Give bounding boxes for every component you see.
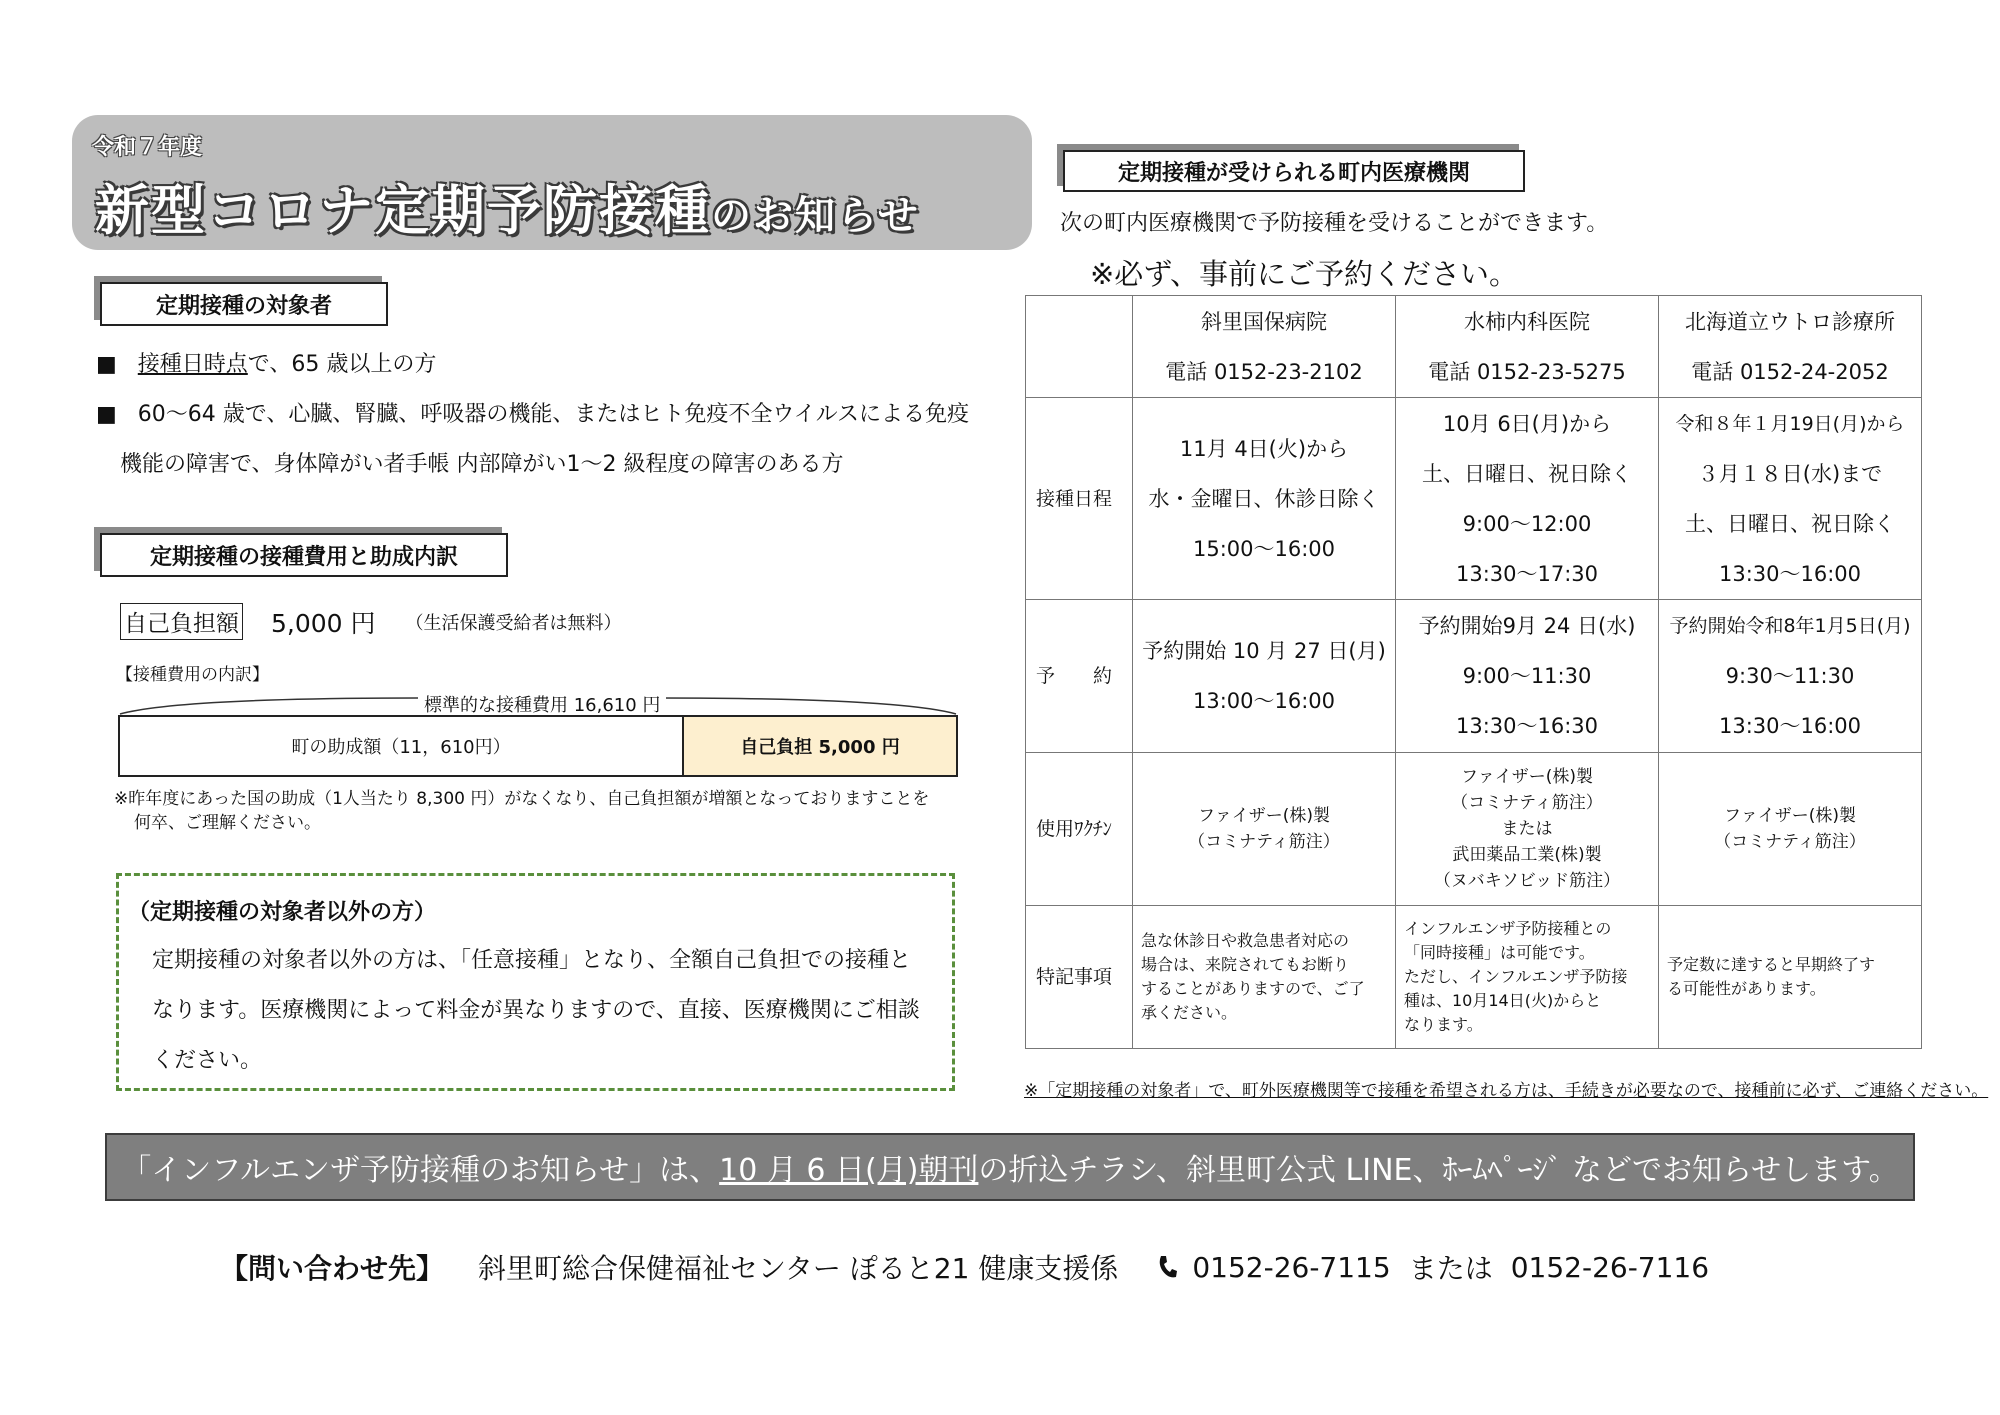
cell-line: 予約開始 10 月 27 日(月) (1142, 639, 1386, 663)
clinic-phone: 電話 0152-24-2052 (1691, 359, 1889, 384)
cell-line: することがありますので、ご了 (1141, 979, 1365, 998)
bullet-item-age (96, 352, 436, 378)
cell-line: 10月 6日(月)から (1442, 411, 1612, 436)
cell-line: または (1501, 819, 1553, 839)
cell-line: 急な休診日や救急患者対応の (1141, 931, 1350, 950)
contact-phone-2: 0152-26-7116 (1510, 1250, 1710, 1284)
cell-line: （コミナティ筋注） (1714, 832, 1866, 852)
clinic-header (1659, 296, 1922, 398)
cell-line: 場合は、来院されてもお断り (1141, 955, 1350, 974)
cell-line: 武田薬品工業(株)製 (1452, 845, 1602, 865)
subsidy-segment: 町の助成額（11，610円） (120, 717, 684, 775)
cell-line: 13:30～17:30 (1455, 561, 1599, 586)
self-pay-amount: 5,000 円 (271, 608, 376, 638)
clinic-phone: 電話 0152-23-5275 (1428, 359, 1626, 384)
row-label-reserve: 予 約 (1026, 600, 1133, 753)
reserve-cell (1396, 600, 1659, 753)
contact-office: 斜里町総合保健福祉センター ぽると21 健康支援係 (478, 1252, 1119, 1285)
cell-line: ただし、インフルエンザ予防接 (1404, 967, 1628, 986)
bullet-mark: ■ (96, 352, 117, 377)
schedule-cell (1396, 398, 1659, 600)
cell-line: 種は、10月14日(火)からと (1404, 991, 1602, 1010)
cell-line: 13:30～16:30 (1455, 714, 1599, 738)
cell-line: （コミナティ筋注） (1188, 832, 1340, 852)
clinic-name: 水柿内科医院 (1464, 309, 1590, 334)
table-row (1026, 296, 1922, 398)
cell-line: る可能性があります。 (1667, 979, 1826, 998)
cell-line: ３月１８日(水)まで (1697, 461, 1883, 486)
non-target-line1: 定期接種の対象者以外の方は、「任意接種」となり、全額自己負担での接種と (152, 948, 912, 973)
self-pay-note: （生活保護受給者は無料） (405, 612, 622, 634)
cell-line: 13:30～16:00 (1718, 714, 1862, 738)
contact-label: 【問い合わせ先】 (220, 1252, 445, 1285)
influenza-info-bar (105, 1133, 1915, 1201)
cell-line: 9:00～11:30 (1462, 664, 1592, 688)
phone-icon (1156, 1254, 1178, 1280)
cell-line: なります。 (1404, 1015, 1483, 1034)
cell-line: （ヌバキソビッド筋注） (1433, 871, 1621, 891)
cell-line: ファイザー(株)製 (1724, 806, 1856, 826)
non-target-line3: ください。 (152, 1048, 263, 1073)
cell-line: 15:00～16:00 (1192, 536, 1336, 561)
non-target-title: （定期接種の対象者以外の方） (128, 900, 437, 925)
table-row (1026, 600, 1922, 753)
schedule-cell (1133, 398, 1396, 600)
cell-line: 予定数に達すると早期終了す (1667, 955, 1876, 974)
cell-line: （コミナティ筋注） (1451, 793, 1603, 813)
title-main: 新型コロナ定期予防接種 (95, 179, 711, 242)
cost-breakdown-bar (118, 715, 958, 777)
bullet-item-condition (96, 402, 969, 428)
cost-note-line2: 何卒、ご理解ください。 (134, 813, 321, 833)
clinic-name: 斜里国保病院 (1201, 309, 1327, 334)
info-text-2: の折込チラシ、斜里町公式 LINE、ﾎｰﾑﾍﾟｰｼﾞ などでお知らせします。 (978, 1153, 1899, 1188)
notes-cell (1396, 906, 1659, 1049)
breakdown-label: 【接種費用の内訳】 (116, 665, 269, 685)
cell-line: 予約開始令和8年1月5日(月) (1669, 615, 1911, 637)
notes-cell (1133, 906, 1396, 1049)
bullet2-line2: 機能の障害で、身体障がい者手帳 内部障がい1～2 級程度の障害のある方 (120, 452, 844, 477)
reserve-note: ※必ず、事前にご予約ください。 (1090, 257, 1518, 291)
notes-cell (1659, 906, 1922, 1049)
section-clinics-title: 定期接種が受けられる町内医療機関 (1063, 150, 1525, 192)
clinic-header (1133, 296, 1396, 398)
page-title (95, 168, 920, 245)
cell-line: 承ください。 (1141, 1003, 1238, 1022)
bullet1-underlined: 接種日時点 (137, 352, 248, 377)
table-row (1026, 753, 1922, 906)
reserve-cell (1133, 600, 1396, 753)
cell-line: 土、日曜日、祝日除く (1685, 511, 1895, 536)
cell-line: 13:00～16:00 (1192, 689, 1336, 713)
table-footnote: ※「定期接種の対象者」で、町外医療機関等で接種を希望される方は、手続きが必要なので、接種前に必ず、ご連絡ください。 (1024, 1081, 1989, 1101)
row-label-vaccine: 使用ﾜｸﾁﾝ (1026, 753, 1133, 906)
row-label-schedule: 接種日程 (1026, 398, 1133, 600)
vaccine-cell (1396, 753, 1659, 906)
reserve-cell (1659, 600, 1922, 753)
table-corner (1026, 296, 1133, 398)
row-label-notes: 特記事項 (1026, 906, 1133, 1049)
self-burden-segment: 自己負担 5,000 円 (684, 717, 956, 775)
bullet-mark: ■ (96, 402, 117, 427)
table-row (1026, 906, 1922, 1049)
title-suffix: のお知らせ (711, 193, 920, 239)
banner-year: 令和７年度 (92, 135, 203, 160)
self-pay-row (120, 603, 622, 640)
cell-line: 令和８年１月19日(月)から (1675, 412, 1905, 435)
cost-note-line1: ※昨年度にあった国の助成（1人当たり 8,300 円）がなくなり、自己負担額が増額となっておりますことを (114, 789, 930, 809)
section-target-title: 定期接種の対象者 (100, 282, 388, 326)
cell-line: インフルエンザ予防接種との (1404, 919, 1612, 938)
contact-line (220, 1247, 1709, 1287)
cell-line: 9:30～11:30 (1725, 664, 1855, 688)
cell-line: 水・金曜日、休診日除く (1148, 486, 1380, 511)
info-date: 10 月 6 日(月)朝刊 (719, 1153, 979, 1188)
table-row (1026, 398, 1922, 600)
cell-line: ファイザー(株)製 (1461, 767, 1593, 787)
cell-line: 予約開始9月 24 日(水) (1418, 614, 1636, 638)
contact-phone-1: 0152-26-7115 (1192, 1250, 1391, 1284)
vaccine-cell (1133, 753, 1396, 906)
clinic-header (1396, 296, 1659, 398)
cell-line: 11月 4日(火)から (1179, 436, 1349, 461)
schedule-cell (1659, 398, 1922, 600)
info-text-1: 「インフルエンザ予防接種のお知らせ」は、 (121, 1153, 720, 1188)
section-cost-title: 定期接種の接種費用と助成内訳 (100, 533, 508, 577)
cell-line: 13:30～16:00 (1718, 561, 1862, 586)
clinic-name: 北海道立ウトロ診療所 (1685, 309, 1895, 334)
cell-line: ファイザー(株)製 (1198, 806, 1330, 826)
self-pay-label: 自己負担額 (120, 603, 243, 640)
standard-cost: 標準的な接種費用 16,610 円 (418, 691, 666, 717)
cell-line: 「同時接種」は可能です。 (1404, 943, 1595, 962)
clinics-intro: 次の町内医療機関で予防接種を受けることができます。 (1060, 211, 1609, 236)
clinic-table (1025, 295, 1922, 1049)
vaccine-cell (1659, 753, 1922, 906)
cell-line: 9:00～12:00 (1462, 511, 1592, 536)
non-target-line2: なります。医療機関によって料金が異なりますので、直接、医療機関にご相談 (152, 998, 920, 1023)
bullet2-line1: 60～64 歳で、心臓、腎臓、呼吸器の機能、またはヒト免疫不全ウイルスによる免疫 (137, 402, 970, 427)
cell-line: 土、日曜日、祝日除く (1422, 461, 1632, 486)
contact-or: または (1408, 1252, 1493, 1285)
bullet1-text: で、65 歳以上の方 (247, 352, 437, 377)
clinic-phone: 電話 0152-23-2102 (1165, 359, 1363, 384)
